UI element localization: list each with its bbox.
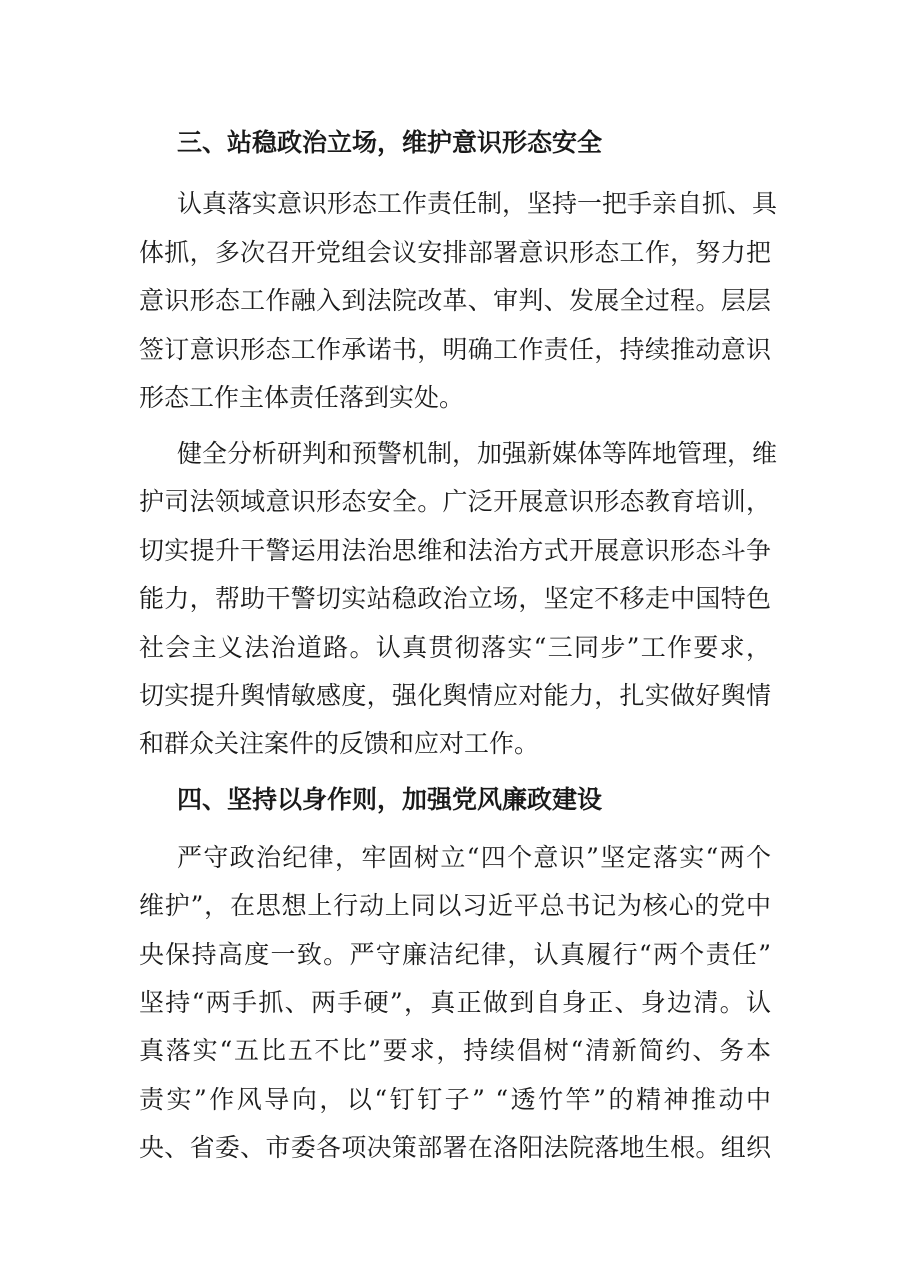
section-3-para-2-line-5: 社会主义法治道路。认真贯彻落实“三同步”工作要求， [139, 633, 771, 662]
section-4-para-1-line-4: 坚持“两手抓、两手硬”，真正做到自身正、身边清。认 [139, 988, 771, 1017]
section-3-para-1-line-3: 意识形态工作融入到法院改革、审判、发展全过程。层层 [139, 286, 771, 315]
section-3-para-1-line-2: 体抓，多次召开党组会议安排部署意识形态工作，努力把 [139, 238, 771, 267]
section-4-heading: 四、坚持以身作则，加强党风廉政建设 [177, 785, 603, 814]
section-4-para-1-line-1: 严守政治纪律，牢固树立“四个意识”坚定落实“两个 [177, 843, 771, 872]
section-3-para-2-line-1: 健全分析研判和预警机制，加强新媒体等阵地管理，维 [177, 439, 778, 468]
section-3-para-2-line-7: 和群众关注案件的反馈和应对工作。 [139, 729, 540, 758]
section-3-para-1-line-5: 形态工作主体责任落到实处。 [139, 383, 465, 412]
section-4-para-1-line-3: 央保持高度一致。严守廉洁纪律，认真履行“两个责任” [139, 940, 771, 969]
section-3-para-1-line-1: 认真落实意识形态工作责任制，坚持一把手亲自抓、具 [177, 189, 778, 218]
section-3-para-2-line-3: 切实提升干警运用法治思维和法治方式开展意识形态斗争 [139, 536, 771, 565]
section-3-para-1-line-4: 签订意识形态工作承诺书，明确工作责任，持续推动意识 [139, 335, 771, 364]
section-4-para-1-line-7: 央、省委、市委各项决策部署在洛阳法院落地生根。组织 [139, 1133, 771, 1162]
section-4-para-1-line-6: 责实”作风导向，以“钉钉子” “透竹竿”的精神推动中 [139, 1085, 771, 1114]
section-3-para-2-line-4: 能力，帮助干警切实站稳政治立场，坚定不移走中国特色 [139, 584, 771, 613]
section-4-para-1-line-5: 真落实“五比五不比”要求，持续倡树“清新简约、务本 [139, 1036, 771, 1065]
section-4-para-1-line-2: 维护”，在思想上行动上同以习近平总书记为核心的党中 [139, 891, 771, 920]
section-3-para-2-line-6: 切实提升舆情敏感度，强化舆情应对能力，扎实做好舆情 [139, 681, 771, 710]
section-3-para-2-line-2: 护司法领域意识形态安全。广泛开展意识形态教育培训， [139, 487, 771, 516]
section-3-heading: 三、站稳政治立场，维护意识形态安全 [177, 128, 603, 157]
